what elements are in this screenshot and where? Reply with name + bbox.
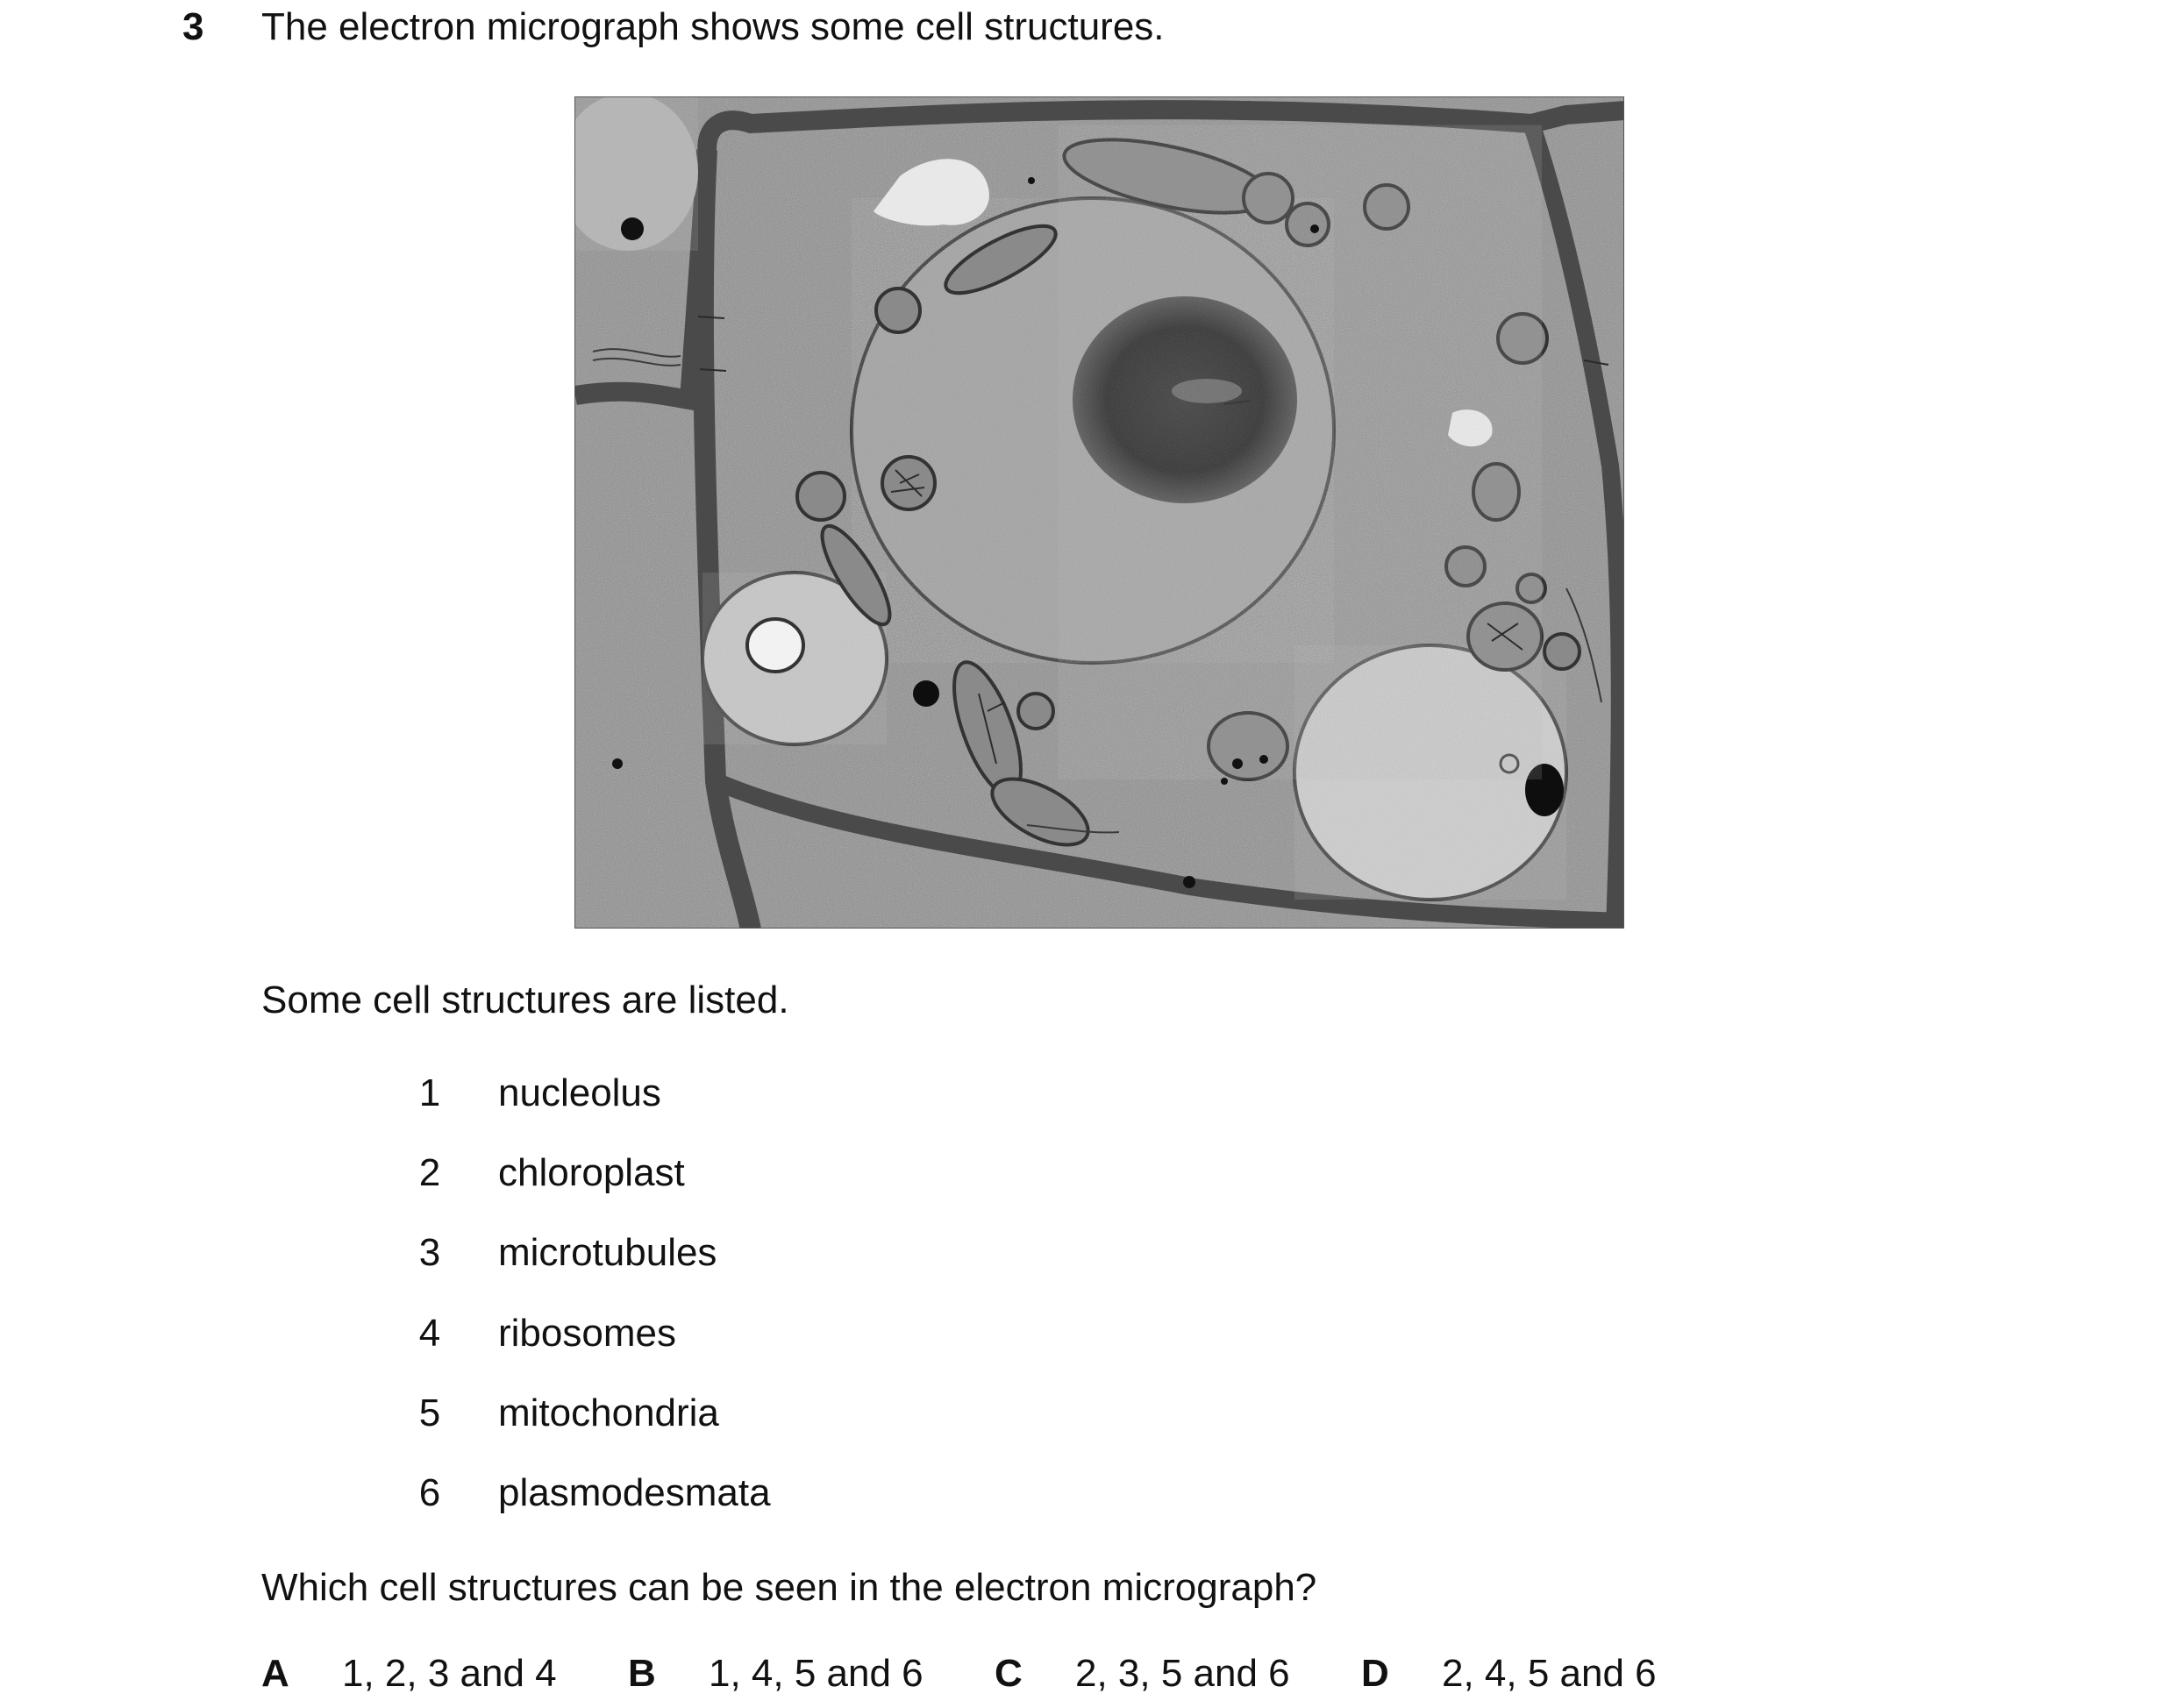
option-b-letter[interactable]: B: [628, 1652, 656, 1695]
option-b-text[interactable]: 1, 4, 5 and 6: [709, 1652, 923, 1695]
option-c-letter[interactable]: C: [995, 1652, 1023, 1695]
option-a-letter[interactable]: A: [261, 1652, 289, 1695]
option-d-text[interactable]: 2, 4, 5 and 6: [1442, 1652, 1657, 1695]
lead-in-text: Some cell structures are listed.: [261, 979, 789, 1021]
list-item-number: 4: [418, 1312, 441, 1355]
list-item-number: 3: [418, 1231, 441, 1274]
answer-options: [261, 1652, 1840, 1704]
list-item-text: nucleolus: [498, 1071, 661, 1114]
list-item-number: 5: [418, 1391, 441, 1434]
list-item-text: plasmodesmata: [498, 1471, 771, 1514]
question-prompt: Which cell structures can be seen in the electron micrograph?: [261, 1566, 1317, 1609]
list-item-number: 6: [418, 1471, 441, 1514]
list-item-text: ribosomes: [498, 1312, 676, 1355]
list-item-number: 2: [418, 1151, 441, 1194]
list-item-text: mitochondria: [498, 1391, 719, 1434]
option-d-letter[interactable]: D: [1361, 1652, 1389, 1695]
list-item-text: microtubules: [498, 1231, 717, 1274]
question-stem: The electron micrograph shows some cell structures.: [261, 5, 1165, 48]
option-a-text[interactable]: 1, 2, 3 and 4: [342, 1652, 557, 1695]
list-item-text: chloroplast: [498, 1151, 685, 1194]
question-number: 3: [182, 5, 204, 48]
option-c-text[interactable]: 2, 3, 5 and 6: [1075, 1652, 1290, 1695]
electron-micrograph: [574, 96, 1624, 929]
list-item-number: 1: [418, 1071, 441, 1114]
